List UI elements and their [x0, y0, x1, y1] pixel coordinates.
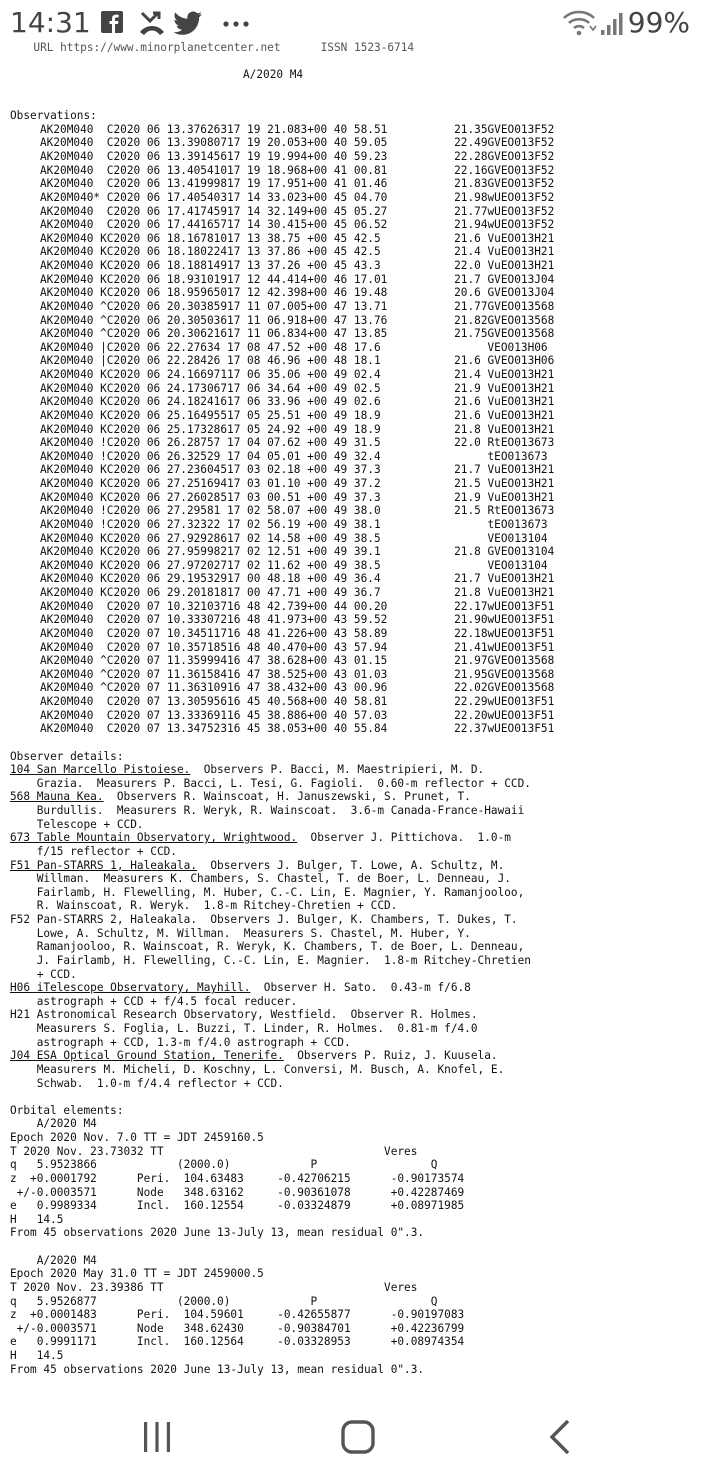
observer-detail-text: R. Wainscoat, R. Weryk. 1.8-m Ritchey-Chretien + CCD.: [10, 899, 398, 913]
observation-row: AK20M040 C2020 06 17.41745917 14 32.149+00 45 05.27 21.77wUEO013F52: [40, 204, 555, 218]
observer-detail-text: Observer H. Sato. 0.43-m f/6.8: [250, 981, 471, 995]
facebook-icon: [100, 6, 126, 38]
observer-detail-line: [10, 981, 720, 995]
observatory-link[interactable]: H06 iTelescope Observatory, Mayhill.: [10, 981, 251, 995]
observation-row: AK20M040 !C2020 06 27.29581 17 02 58.07 +00 49 38.0 21.5 RtEO013673: [40, 504, 555, 518]
observatory-link[interactable]: 673 Table Mountain Observatory, Wrightwood.: [10, 831, 298, 845]
observer-detail-text: Lowe, A. Schultz, M. Willman. Measurers S. Chastel, M. Huber, Y.: [10, 926, 471, 940]
observer-details-list: [0, 763, 720, 1090]
text-line: q 5.9523866 (2000.0) P Q: [10, 1158, 438, 1172]
observation-row: AK20M040 KC2020 06 25.16495517 05 25.51 +00 49 18.9 21.6 VuEO013H21: [40, 408, 555, 422]
observer-detail-line: [10, 1022, 720, 1036]
observer-detail-text: Telescope + CCD.: [10, 817, 144, 831]
observation-row: AK20M040 KC2020 06 29.20181817 00 47.71 +00 49 36.7 21.8 VuEO013H21: [40, 586, 555, 599]
text-line: From 45 observations 2020 June 13-July 13, mean residual 0".3.: [10, 1362, 425, 1376]
text-line: e 0.9991171 Incl. 160.12564 -0.03328953 +0.08974354: [10, 1335, 465, 1349]
observer-detail-line: [10, 872, 720, 886]
observer-detail-text: astrograph + CCD, 1.3-m f/4.0 astrograph + CCD.: [10, 1035, 351, 1049]
observer-detail-text: J. Fairlamb, H. Flewelling, C.-C. Lin, E. Magnier. 1.8-m Ritchey-Chretien: [10, 953, 531, 967]
observer-detail-line: [10, 954, 720, 968]
text-line: From 45 observations 2020 June 13-July 13, mean residual 0".3.: [10, 1226, 425, 1240]
observation-row: AK20M040 KC2020 06 27.97202717 02 11.62 +00 49 38.5 VEO013104: [40, 558, 548, 572]
orbital-heading: Orbital elements:: [10, 1103, 124, 1117]
observer-detail-line: [10, 831, 720, 845]
observer-detail-line: [10, 1049, 720, 1063]
text-line: T 2020 Nov. 23.39386 TT Veres: [10, 1280, 418, 1294]
observation-row: AK20M040 ^C2020 06 20.30503617 11 06.918+00 47 13.76 21.82GVEO013568: [40, 313, 555, 327]
text-line: T 2020 Nov. 23.73032 TT Veres: [10, 1144, 418, 1158]
signal-icon: [600, 6, 624, 38]
wifi-icon: [562, 6, 596, 38]
observer-detail-text: Grazia. Measurers P. Bacci, L. Tesi, G. Fagioli. 0.60-m reflector + CCD.: [10, 776, 531, 790]
back-icon[interactable]: [530, 1412, 590, 1464]
observation-row: AK20M040 !C2020 06 26.32529 17 04 05.01 +00 49 32.4 tEO013673: [40, 449, 548, 463]
observer-detail-line: [10, 1063, 720, 1077]
more-dots-icon: [222, 6, 250, 38]
observer-detail-text: Observers R. Wainscoat, H. Januszewski, S. Prunet, T.: [103, 790, 471, 804]
observation-row: AK20M040 C2020 07 10.33307216 48 41.973+00 43 59.52 21.90wUEO013F51: [40, 613, 555, 627]
observation-row: AK20M040 KC2020 06 18.18022417 13 37.86 +00 45 42.5 21.4 VuEO013H21: [40, 245, 555, 259]
observation-row: AK20M040 KC2020 06 29.19532917 00 48.18 +00 49 36.4 21.7 VuEO013H21: [40, 572, 555, 586]
observer-detail-line: [10, 886, 720, 900]
observatory-link[interactable]: J04 ESA Optical Ground Station, Tenerife.: [10, 1049, 284, 1063]
observer-detail-line: [10, 927, 720, 941]
text-line: q 5.9526877 (2000.0) P Q: [10, 1294, 438, 1308]
observer-detail-text: astrograph + CCD + f/4.5 focal reducer.: [10, 994, 298, 1008]
observer-detail-text: F52 Pan-STARRS 2, Haleakala. Observers J. Bulger, K. Chambers, T. Dukes, T.: [10, 913, 518, 926]
observer-detail-text: Observer J. Pittichova. 1.0-m: [297, 831, 511, 845]
observer-detail-line: [10, 940, 720, 954]
observer-detail-line: [10, 763, 720, 777]
observation-row: AK20M040 KC2020 06 18.95965017 12 42.398+00 46 19.48 20.6 GVEO013J04: [40, 286, 555, 300]
observer-detail-text: + CCD.: [10, 967, 77, 981]
observations-heading: Observations:: [10, 109, 97, 123]
text-line: Epoch 2020 Nov. 7.0 TT = JDT 2459160.5: [10, 1131, 264, 1144]
observer-detail-text: f/15 reflector + CCD.: [10, 844, 177, 858]
text-line: A/2020 M4: [10, 1117, 97, 1131]
observation-row: AK20M040 C2020 06 17.44165717 14 30.415+00 45 06.52 21.94wUEO013F52: [40, 218, 555, 232]
observation-row: AK20M040 !C2020 06 26.28757 17 04 07.62 +00 49 31.5 22.0 RtEO013673: [40, 436, 555, 450]
clock: 14:31: [10, 6, 91, 39]
observation-row: AK20M040 !C2020 06 27.32322 17 02 56.19 +00 49 38.1 tEO013673: [40, 517, 548, 531]
observatory-link[interactable]: 568 Mauna Kea.: [10, 790, 104, 804]
observation-row: AK20M040 C2020 06 13.37626317 19 21.083+00 40 58.51 21.35GVEO013F52: [40, 122, 555, 136]
page-title: A/2020 M4: [243, 68, 304, 82]
text-line: z +0.0001483 Peri. 104.59601 -0.42655877 -0.90197083: [10, 1308, 465, 1322]
observer-detail-text: Measurers S. Foglia, L. Buzzi, T. Linder, R. Holmes. 0.81-m f/4.0: [10, 1022, 478, 1035]
text-line: +/-0.0003571 Node 348.62430 -0.90384701 +0.42236799: [10, 1321, 465, 1335]
observer-detail-line: [10, 1077, 720, 1091]
observation-row: AK20M040 C2020 06 13.39080717 19 20.053+00 40 59.05 22.49GVEO013F52: [40, 136, 555, 150]
observation-row: AK20M040 KC2020 06 18.16781017 13 38.75 +00 45 42.5 21.6 VuEO013H21: [40, 231, 555, 245]
observation-row: AK20M040 ^C2020 07 11.36310916 47 38.432+00 43 00.96 22.02GVEO013568: [40, 681, 555, 695]
observation-row: AK20M040 KC2020 06 27.25169417 03 01.10 +00 49 37.2 21.5 VuEO013H21: [40, 477, 555, 490]
twitter-icon: [174, 6, 204, 38]
observer-heading: Observer details:: [10, 749, 124, 763]
observation-row: AK20M040 KC2020 06 25.17328617 05 24.92 +00 49 18.9 21.8 VuEO013H21: [40, 422, 555, 436]
document-view[interactable]: [0, 41, 720, 1396]
observation-row: AK20M040 C2020 07 13.33369116 45 38.886+00 40 57.03 22.20wUEO013F51: [40, 708, 555, 722]
observation-row: AK20M040 ^C2020 07 11.35999416 47 38.628+00 43 01.15 21.97GVEO013568: [40, 654, 555, 668]
header-line: URL https://www.minorplanetcenter.net ISSN 1523-6714: [0, 41, 415, 54]
observer-detail-line: [10, 818, 720, 832]
text-line: Epoch 2020 May 31.0 TT = JDT 2459000.5: [10, 1267, 264, 1281]
observation-row: AK20M040 |C2020 06 22.28426 17 08 46.96 +00 48 18.1 21.6 GVEO013H06: [40, 354, 555, 368]
observation-row: AK20M040 C2020 07 10.32103716 48 42.739+00 44 00.20 22.17wUEO013F51: [40, 599, 555, 613]
observer-detail-text: Observers J. Bulger, T. Lowe, A. Schultz, M.: [197, 858, 505, 872]
recent-apps-icon[interactable]: [127, 1412, 187, 1464]
observer-detail-text: Ramanjooloo, R. Wainscoat, R. Weryk, K. Chambers, T. de Boer, L. Denneau,: [10, 940, 525, 954]
text-line: H 14.5: [10, 1349, 64, 1362]
text-line: e 0.9989334 Incl. 160.12554 -0.03324879 +0.08971985: [10, 1199, 465, 1213]
observer-detail-line: [10, 995, 720, 1009]
observation-row: AK20M040 KC2020 06 27.92928617 02 14.58 +00 49 38.5 VEO013104: [40, 531, 548, 545]
observer-detail-line: [10, 899, 720, 913]
orbital-elements-1: [0, 1117, 720, 1240]
observation-row: AK20M040 KC2020 06 27.95998217 02 12.51 +00 49 39.1 21.8 GVEO013104: [40, 545, 555, 559]
observation-row: AK20M040 |C2020 06 22.27634 17 08 47.52 +00 48 17.6 VEO013H06: [40, 340, 548, 354]
text-line: +/-0.0003571 Node 348.63162 -0.90361078 +0.42287469: [10, 1185, 465, 1199]
observer-detail-line: [10, 859, 720, 873]
observation-row: AK20M040 KC2020 06 24.17306717 06 34.64 +00 49 02.5 21.9 VuEO013H21: [40, 381, 555, 395]
observer-detail-text: Willman. Measurers K. Chambers, S. Chastel, T. de Boer, L. Denneau, J.: [10, 872, 511, 886]
observation-row: AK20M040 KC2020 06 18.93101917 12 44.414+00 46 17.01 21.7 GVEO013J04: [40, 272, 555, 286]
observation-row: AK20M040* C2020 06 17.40540317 14 33.023+00 45 04.70 21.98wUEO013F52: [40, 190, 555, 204]
observer-detail-line: [10, 804, 720, 818]
observation-row: AK20M040 C2020 07 10.34511716 48 41.226+00 43 58.89 22.18wUEO013F51: [40, 626, 555, 640]
navigation-bar: [0, 1396, 720, 1480]
observer-detail-text: Fairlamb, H. Flewelling, M. Huber, C.-C. Lin, E. Magnier, Y. Ramanjooloo,: [10, 885, 525, 899]
text-line: z +0.0001792 Peri. 104.63483 -0.42706215 -0.90173574: [10, 1171, 465, 1185]
observer-detail-line: [10, 777, 720, 791]
observation-row: AK20M040 C2020 06 13.41999817 19 17.951+00 41 01.46 21.83GVEO013F52: [40, 177, 555, 191]
observer-detail-text: H21 Astronomical Research Observatory, Westfield. Observer R. Holmes.: [10, 1008, 478, 1022]
observer-detail-line: [10, 1036, 720, 1050]
observation-row: AK20M040 ^C2020 07 11.36158416 47 38.525+00 43 01.03 21.95GVEO013568: [40, 667, 555, 681]
observations-list: [0, 123, 720, 736]
observatory-link[interactable]: 104 San Marcello Pistoiese.: [10, 763, 191, 777]
observation-row: AK20M040 C2020 07 13.30595616 45 40.568+00 40 58.81 22.29wUEO013F51: [40, 695, 555, 708]
home-icon[interactable]: [328, 1412, 388, 1464]
observation-row: AK20M040 ^C2020 06 20.30385917 11 07.005+00 47 13.71 21.77GVEO013568: [40, 299, 555, 313]
observer-detail-line: [10, 968, 720, 982]
observer-detail-text: Observers P. Bacci, M. Maestripieri, M. D.: [190, 763, 485, 777]
observer-detail-line: [10, 913, 720, 927]
observer-detail-line: [10, 845, 720, 859]
observer-detail-text: Schwab. 1.0-m f/4.4 reflector + CCD.: [10, 1076, 284, 1090]
observer-detail-text: Observers P. Ruiz, J. Kuusela.: [283, 1049, 498, 1063]
observation-row: AK20M040 KC2020 06 27.26028517 03 00.51 +00 49 37.3 21.9 VuEO013H21: [40, 490, 555, 504]
text-line: A/2020 M4: [10, 1253, 97, 1267]
observer-detail-line: [10, 790, 720, 804]
text-line: H 14.5: [10, 1212, 64, 1226]
observation-row: AK20M040 C2020 07 10.35718516 48 40.470+00 43 57.94 21.41wUEO013F51: [40, 640, 555, 654]
observer-detail-text: Measurers M. Micheli, D. Koschny, L. Conversi, M. Busch, A. Knofel, E.: [10, 1062, 505, 1076]
observation-row: AK20M040 KC2020 06 24.16697117 06 35.06 +00 49 02.4 21.4 VuEO013H21: [40, 368, 555, 381]
observer-detail-line: [10, 1008, 720, 1022]
observation-row: AK20M040 C2020 06 13.39145617 19 19.994+00 40 59.23 22.28GVEO013F52: [40, 150, 555, 163]
observatory-link[interactable]: F51 Pan-STARRS 1, Haleakala.: [10, 858, 198, 872]
missed-call-icon: [138, 6, 166, 38]
observation-row: AK20M040 ^C2020 06 20.30621617 11 06.834+00 47 13.85 21.75GVEO013568: [40, 327, 555, 341]
orbital-elements-2: [0, 1254, 720, 1377]
observation-row: AK20M040 C2020 07 13.34752316 45 38.053+00 40 55.84 22.37wUEO013F51: [40, 722, 555, 736]
observation-row: AK20M040 KC2020 06 18.18814917 13 37.26 +00 45 43.3 22.0 VuEO013H21: [40, 259, 555, 272]
battery-percent: 99%: [627, 6, 690, 39]
observation-row: AK20M040 KC2020 06 27.23604517 03 02.18 +00 49 37.3 21.7 VuEO013H21: [40, 463, 555, 477]
observer-detail-text: Burdullis. Measurers R. Weryk, R. Wainscoat. 3.6-m Canada-France-Hawaii: [10, 804, 525, 817]
observation-row: AK20M040 C2020 06 13.40541017 19 18.968+00 41 00.81 22.16GVEO013F52: [40, 163, 555, 177]
observation-row: AK20M040 KC2020 06 24.18241617 06 33.96 +00 49 02.6 21.6 VuEO013H21: [40, 395, 555, 409]
